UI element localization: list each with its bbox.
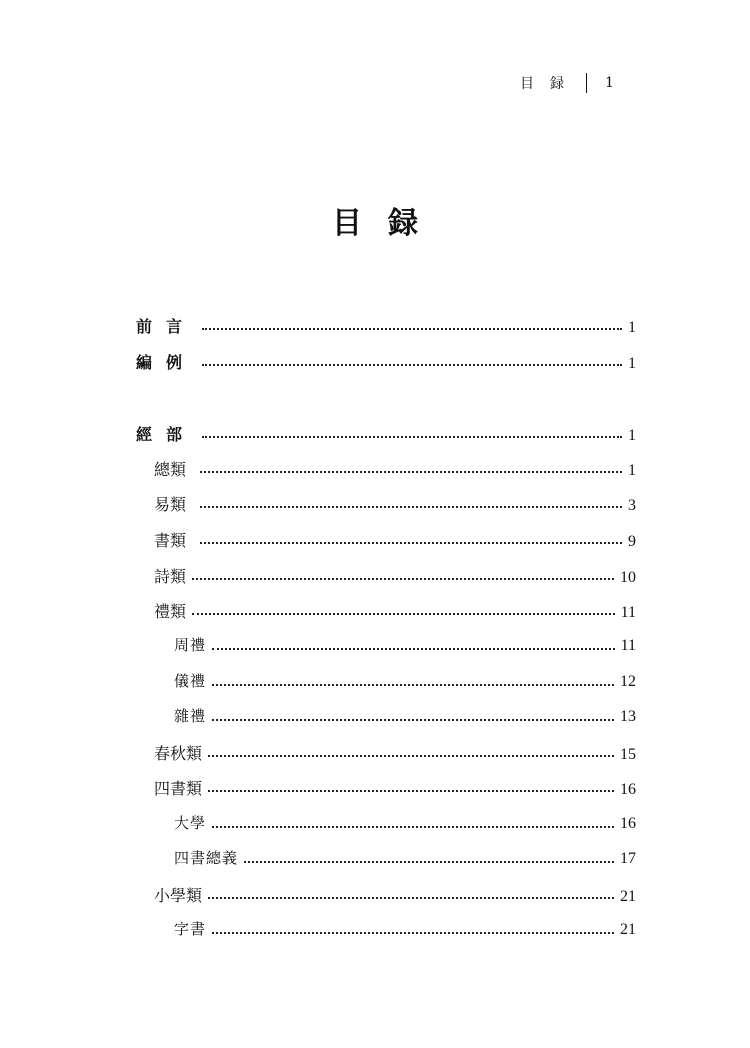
toc-leader-dots bbox=[192, 612, 615, 615]
running-head bbox=[520, 72, 615, 94]
toc-entry-label: 編例 bbox=[136, 353, 197, 372]
toc-entry-label: 周禮 bbox=[174, 636, 207, 654]
toc-entry-label: 字書 bbox=[174, 920, 207, 938]
toc-leader-dots bbox=[200, 470, 622, 473]
toc-entry-page: 1 bbox=[628, 427, 636, 444]
toc-leader-dots bbox=[212, 825, 614, 828]
toc-entry[interactable] bbox=[136, 350, 636, 374]
toc-leader-dots bbox=[212, 931, 614, 934]
toc-entry-page: 11 bbox=[620, 604, 636, 621]
running-head-title: 目 録 bbox=[520, 76, 565, 92]
toc-leader-dots bbox=[202, 327, 622, 330]
toc-entry-label: 四書類 bbox=[154, 779, 203, 798]
toc-entry[interactable] bbox=[174, 670, 636, 694]
toc-entry-page: 1 bbox=[628, 462, 636, 479]
toc-leader-dots bbox=[202, 435, 622, 438]
toc-leader-dots bbox=[192, 577, 614, 580]
toc-entry-page: 21 bbox=[620, 888, 636, 905]
toc-entry[interactable] bbox=[136, 422, 636, 446]
toc-entry-page: 3 bbox=[628, 497, 636, 514]
toc-leader-dots bbox=[200, 541, 622, 544]
toc-entry-label: 小學類 bbox=[154, 886, 203, 905]
toc-entry[interactable] bbox=[174, 847, 636, 871]
toc-leader-dots bbox=[208, 789, 614, 792]
toc-entry-page: 15 bbox=[620, 746, 636, 763]
toc-entry-page: 21 bbox=[620, 921, 636, 938]
toc-entry-page: 11 bbox=[620, 637, 636, 654]
toc-leader-dots bbox=[208, 754, 614, 757]
toc-leader-dots bbox=[202, 363, 622, 366]
toc-entry[interactable] bbox=[174, 634, 636, 658]
toc-entry-page: 12 bbox=[620, 673, 636, 690]
toc-entry-label: 大學 bbox=[174, 814, 207, 832]
toc-leader-dots bbox=[212, 718, 614, 721]
toc-entry-label: 易類 bbox=[154, 495, 187, 514]
toc-entry-label: 春秋類 bbox=[154, 744, 203, 763]
toc-leader-dots bbox=[212, 647, 615, 650]
toc-entry[interactable] bbox=[174, 918, 636, 942]
toc-entry[interactable] bbox=[154, 492, 636, 516]
toc-entry-label: 書類 bbox=[154, 531, 187, 550]
toc-entry[interactable] bbox=[154, 883, 636, 907]
toc-entry-label: 前言 bbox=[136, 317, 197, 336]
toc-entry-page: 16 bbox=[620, 781, 636, 798]
toc-leader-dots bbox=[208, 896, 614, 899]
toc-entry-page: 13 bbox=[620, 708, 636, 725]
toc-entry[interactable] bbox=[174, 812, 636, 836]
toc-entry[interactable] bbox=[174, 705, 636, 729]
toc-entry[interactable] bbox=[154, 741, 636, 765]
toc-entry-label: 儀禮 bbox=[174, 672, 207, 690]
toc-leader-dots bbox=[212, 683, 614, 686]
toc-entry-label: 雜禮 bbox=[174, 707, 207, 725]
toc-entry[interactable] bbox=[154, 457, 636, 481]
toc-entry-page: 9 bbox=[628, 533, 636, 550]
toc-heading: 目録 bbox=[332, 206, 444, 241]
toc-entry-page: 1 bbox=[628, 319, 636, 336]
toc-entry[interactable] bbox=[154, 528, 636, 552]
toc-entry[interactable] bbox=[154, 599, 636, 623]
toc-entry-label: 總類 bbox=[154, 460, 187, 479]
toc-entry-label: 四書總義 bbox=[174, 849, 239, 867]
toc-leader-dots bbox=[200, 505, 622, 508]
running-head-divider bbox=[586, 73, 587, 93]
toc-entry-page: 17 bbox=[620, 850, 636, 867]
running-head-page-number: 1 bbox=[605, 75, 615, 91]
toc-entry[interactable] bbox=[154, 776, 636, 800]
toc-entry-page: 10 bbox=[620, 569, 636, 586]
toc-leader-dots bbox=[244, 860, 614, 863]
toc-entry-label: 禮類 bbox=[154, 602, 187, 621]
toc-entry-label: 經部 bbox=[136, 425, 197, 444]
toc-entry[interactable] bbox=[154, 564, 636, 588]
toc-entry-page: 16 bbox=[620, 815, 636, 832]
toc-entry[interactable] bbox=[136, 314, 636, 338]
toc-entry-page: 1 bbox=[628, 355, 636, 372]
toc-entry-label: 詩類 bbox=[154, 567, 187, 586]
